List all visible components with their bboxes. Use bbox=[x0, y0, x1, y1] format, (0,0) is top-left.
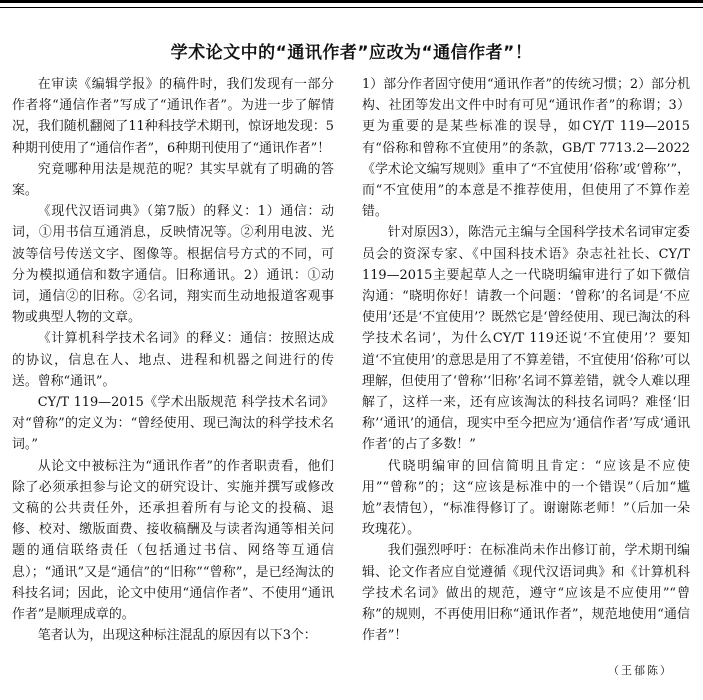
paragraph: 代晓明编审的回信简明且肯定：“应该是不应使用”“曾称”的；这“应该是标准中的一个错误”（后加“尴尬”表情包），“标准得修订了。谢谢陈老师！”（后加一朵玫瑰花）。 bbox=[362, 458, 690, 538]
paragraph: 在审读《编辑学报》的稿件时，我们发现有一部分作者将“通信作者”写成了“通讯作者”。为进一步了解情况，我们随机翻阅了11种科技学术期刊，惊讶地发现：5种期刊使用了“通信作者”，6种期刊使用了“通讯作者”！ bbox=[12, 77, 334, 156]
paragraph: 针对原因3），陈浩元主编与全国科学技术名词审定委员会的资深专家、《中国科技术语》杂志社社长、CY/T 119—2015主要起草人之一代晓明编审进行了如下微信沟通：“晓明你好！请教一个问题：‘曾称’的名词是‘不应使用’还是‘不宜使用’？既然它是‘曾经使用、现已淘汰的科学技术名词’，为什么CY/T 119还说‘不宜使用’？要知道‘不宜使用’的意思是用了不算差错，不宜使用‘俗称’可以理解，但使用了‘曾称’‘旧称’名词不算差错，就令人难以理解了，这样一来，还有应该淘汰的科技名词吗？难怪‘旧称’‘通讯’的通信，现实中至今把应为‘通信作者’写成‘通讯作者’的占了多数！” bbox=[362, 225, 690, 453]
paragraph: 《计算机科学技术名词》的释义：通信：按照达成的协议，信息在人、地点、进程和机器之间进行的传送。曾称“通讯”。 bbox=[12, 331, 334, 389]
left-column bbox=[12, 74, 334, 646]
top-rule bbox=[0, 0, 703, 21]
paragraph: 究竟哪种用法是规范的呢？其实早就有了明确的答案。 bbox=[12, 161, 334, 199]
paragraph: 《现代汉语词典》（第7版）的释义：1）通信：动词，①用书信互通消息，反映情况等。②利用电波、光波等信号传送文字、图像等。根据信号方式的不同，可分为模拟通信和数字通信。旧称通讯。2）通讯：①动词，通信②的旧称。②名词，翔实而生动地报道客观事物或典型人物的文章。 bbox=[12, 204, 334, 326]
paragraph: 从论文中被标注为“通讯作者”的作者职责看，他们除了必须承担参与论文的研究设计、实施并撰写或修改文稿的公共责任外，还承担着所有与论文的投稿、退修、校对、缴版面费、接收稿酬及与读者沟通等相关问题的通信联络责任（包括通过书信、网络等互通信息）；“通讯”又是“通信”的“旧称”“曾称”，是已经淘汰的科技名词；因此，论文中使用“通信作者”、不使用“通讯作者”是顺理成章的。 bbox=[12, 458, 334, 623]
article-title: 学术论文中的“通讯作者”应改为“通信作者”！ bbox=[170, 43, 533, 63]
author-credit: （王郁陈） bbox=[608, 664, 673, 677]
paragraph: CY/T 119—2015《学术出版规范 科学技术名词》对“曾称”的定义为：“曾经使用、现已淘汰的科学技术名词。” bbox=[12, 395, 334, 453]
paragraph: 我们强烈呼吁：在标准尚未作出修订前，学术期刊编辑、论文作者应自觉遵循《现代汉语词典》和《计算机科学技术名词》做出的规范，遵守“应该是不应使用”“曾称”的规则，不再使用旧称“通讯作者”，规范地使用“通信作者”！ bbox=[362, 543, 690, 644]
right-column bbox=[362, 74, 690, 646]
paragraph: 笔者认为，出现这种标注混乱的原因有以下3个： bbox=[37, 628, 317, 644]
paragraph: 1）部分作者固守使用“通讯作者”的传统习惯；2）部分机构、社团等发出文件中时有可见“通讯作者”的称谓；3）更为重要的是某些标准的误导，如CY/T 119—2015有“俗称和曾称不宜使用”的条款，GB/T 7713.2—2022《学术论文编写规则》重申了“不宜使用‘俗称’或‘曾称’”，而“不宜使用”的本意是不推荐使用，但使用了不算作差错。 bbox=[362, 77, 690, 220]
